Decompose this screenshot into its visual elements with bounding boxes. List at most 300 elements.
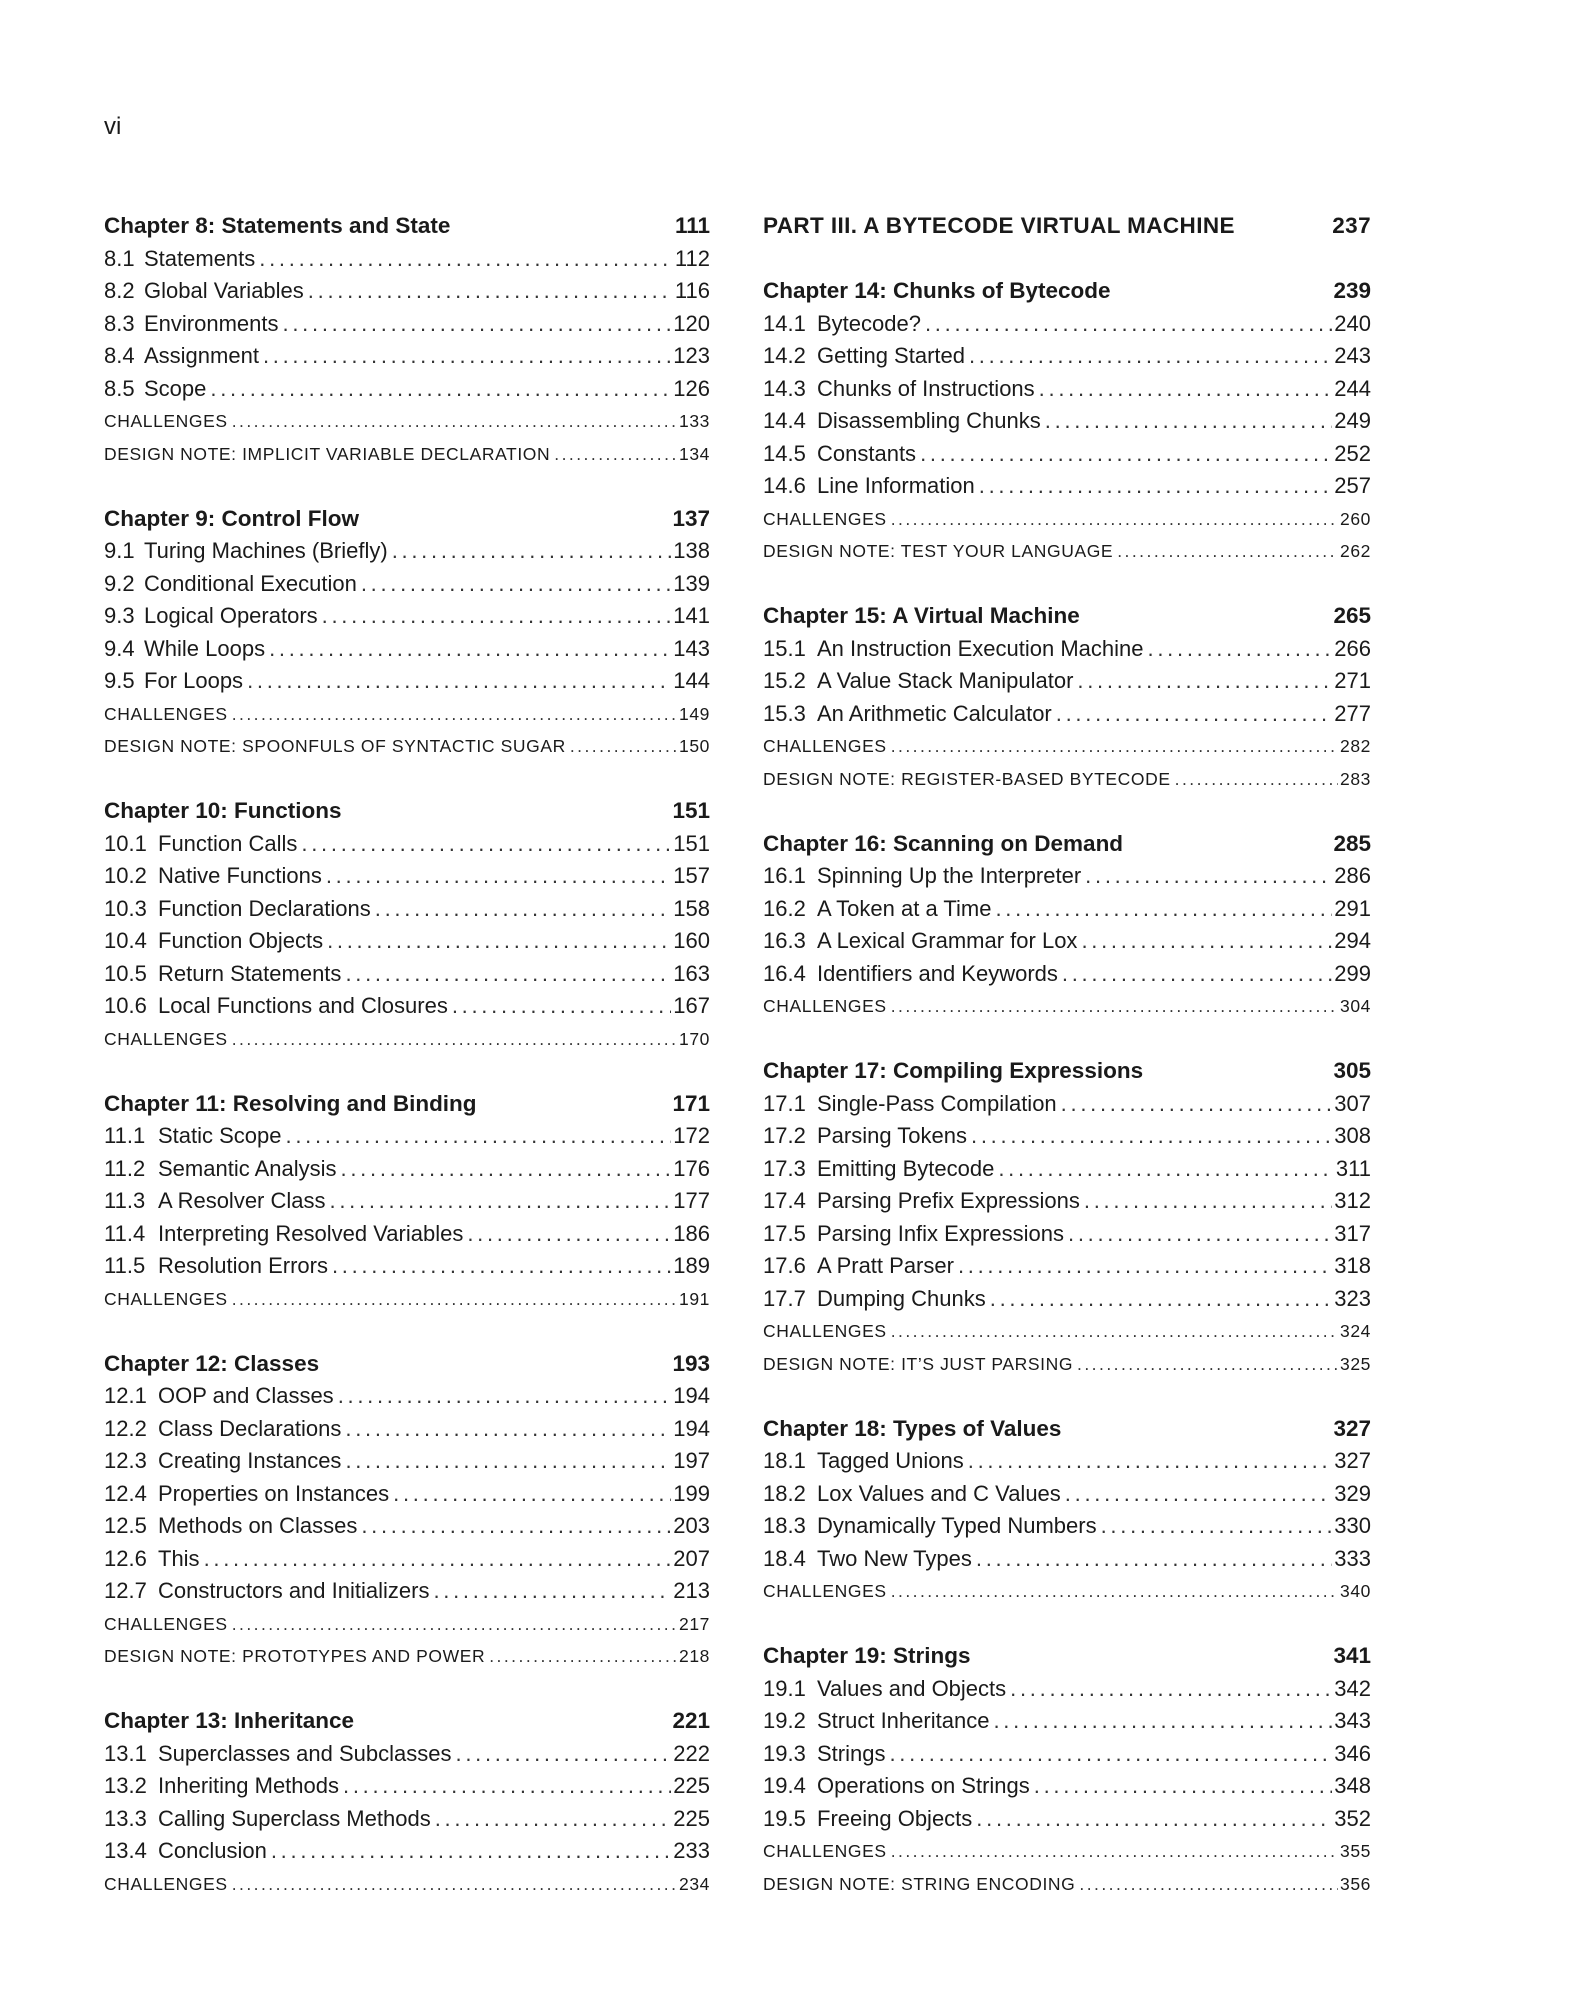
chapter-heading[interactable] <box>763 600 1371 633</box>
page-ref: 346 <box>1334 1740 1371 1766</box>
entry-title: DESIGN NOTE: REGISTER-BASED BYTECODE <box>763 768 1171 789</box>
dot-leader <box>1061 1088 1333 1121</box>
dot-leader <box>1117 535 1338 568</box>
section-number: 12.2 <box>104 1415 147 1441</box>
toc-entry[interactable] <box>104 535 710 568</box>
section-number: 13.2 <box>104 1773 147 1798</box>
dot-leader <box>891 1315 1338 1348</box>
toc-entry[interactable] <box>763 1770 1371 1803</box>
page-ref: 144 <box>673 668 710 693</box>
toc-entry[interactable] <box>104 1803 710 1836</box>
toc-entry[interactable] <box>104 860 710 893</box>
entry-title: DESIGN NOTE: IT’S JUST PARSING <box>763 1353 1074 1374</box>
page-ref: 308 <box>1334 1123 1371 1148</box>
section-number: 16.3 <box>763 928 806 953</box>
section-number: 11.5 <box>104 1253 146 1278</box>
dot-leader <box>326 860 671 893</box>
entry-title: Line Information <box>817 473 975 498</box>
section-number: 9.2 <box>104 570 135 596</box>
toc-entry[interactable] <box>104 308 710 341</box>
page-ref: 329 <box>1334 1480 1371 1506</box>
toc-entry[interactable] <box>104 340 710 373</box>
chapter-block <box>763 1055 1371 1380</box>
toc-extra-entry[interactable] <box>763 1868 1371 1901</box>
page-ref: 217 <box>679 1613 710 1634</box>
toc-entry[interactable] <box>104 1445 710 1478</box>
page-ref: 327 <box>1334 1448 1371 1473</box>
section-number: 12.5 <box>104 1513 147 1538</box>
entry-title: Logical Operators <box>144 603 318 628</box>
entry-title: Function Objects <box>158 928 324 953</box>
toc-extra-entry[interactable] <box>763 503 1371 536</box>
entry-title: Chunks of Instructions <box>817 375 1035 401</box>
section-number: 14.2 <box>763 343 806 368</box>
toc-extra-entry[interactable] <box>763 1835 1371 1868</box>
entry-title: Getting Started <box>817 343 965 368</box>
section-number: 10.4 <box>104 928 147 953</box>
dot-leader <box>467 1218 671 1251</box>
dot-leader <box>1068 1218 1332 1251</box>
entry-title: Operations on Strings <box>817 1773 1030 1798</box>
toc-entry[interactable] <box>104 828 710 861</box>
page-ref: 271 <box>1334 668 1371 693</box>
section-number: 11.2 <box>104 1155 146 1181</box>
chapter-title: Chapter 16: Scanning on Demand <box>763 830 1124 856</box>
chapter-block <box>104 1348 710 1673</box>
toc-extra-entry[interactable] <box>104 1608 710 1641</box>
chapter-heading[interactable] <box>104 1705 710 1738</box>
toc-entry[interactable] <box>763 405 1371 438</box>
chapter-title: Chapter 15: A Virtual Machine <box>763 603 1080 628</box>
entry-title: Disassembling Chunks <box>817 408 1041 433</box>
page-ref: 352 <box>1334 1805 1371 1831</box>
page-ref: 221 <box>672 1708 710 1733</box>
toc-extra-entry[interactable] <box>104 698 710 731</box>
dot-leader <box>925 308 1332 341</box>
toc-entry[interactable] <box>763 1218 1371 1251</box>
entry-title: Values and Objects <box>817 1675 1007 1701</box>
dot-leader <box>361 1510 671 1543</box>
dot-leader <box>990 1283 1333 1316</box>
toc-entry[interactable] <box>104 373 710 406</box>
section-number: 8.2 <box>104 278 135 303</box>
toc-entry[interactable] <box>763 1088 1371 1121</box>
toc-entry[interactable] <box>763 1120 1371 1153</box>
section-number: 15.3 <box>763 700 806 726</box>
toc-entry[interactable] <box>763 1705 1371 1738</box>
toc-entry[interactable] <box>763 925 1371 958</box>
page-ref: 194 <box>673 1383 710 1408</box>
page-ref: 343 <box>1334 1708 1371 1733</box>
dot-leader <box>979 470 1333 503</box>
toc-entry[interactable] <box>104 1738 710 1771</box>
chapter-block <box>763 1640 1371 1900</box>
section-number: 14.3 <box>763 375 806 401</box>
toc-entry[interactable] <box>104 1478 710 1511</box>
dot-leader <box>263 340 671 373</box>
dot-leader <box>1062 958 1332 991</box>
section-number: 13.4 <box>104 1838 147 1863</box>
page-ref: 233 <box>673 1838 710 1863</box>
entry-title: DESIGN NOTE: TEST YOUR LANGUAGE <box>763 541 1114 561</box>
entry-title: For Loops <box>144 668 244 693</box>
chapter-title: Chapter 19: Strings <box>763 1643 971 1668</box>
toc-entry[interactable] <box>763 470 1371 503</box>
dot-leader <box>1065 1478 1332 1511</box>
toc-extra-entry[interactable] <box>104 1023 710 1056</box>
dot-leader <box>993 1705 1332 1738</box>
dot-leader <box>232 1023 677 1056</box>
toc-entry[interactable] <box>763 373 1371 406</box>
toc-entry[interactable] <box>763 1510 1371 1543</box>
page-ref: 325 <box>1340 1353 1371 1374</box>
entry-title: Parsing Prefix Expressions <box>817 1188 1080 1213</box>
toc-entry[interactable] <box>763 1445 1371 1478</box>
toc-entry[interactable] <box>104 633 710 666</box>
dot-leader <box>322 600 672 633</box>
dot-leader <box>392 535 672 568</box>
dot-leader <box>343 1770 671 1803</box>
toc-entry[interactable] <box>104 600 710 633</box>
chapter-heading[interactable] <box>763 275 1371 308</box>
page-ref: 151 <box>672 798 710 823</box>
toc-extra-entry[interactable] <box>763 763 1371 796</box>
entry-title: Environments <box>144 310 279 336</box>
toc-extra-entry[interactable] <box>763 1315 1371 1348</box>
section-number: 11.3 <box>104 1188 146 1213</box>
toc-extra-entry[interactable] <box>104 1868 710 1901</box>
section-number: 17.7 <box>763 1285 806 1311</box>
toc-entry[interactable] <box>104 990 710 1023</box>
entry-title: CHALLENGES <box>104 1288 228 1309</box>
dot-leader <box>259 243 673 276</box>
page-ref: 318 <box>1334 1253 1371 1278</box>
entry-title: Two New Types <box>817 1545 972 1571</box>
chapter-heading[interactable] <box>763 828 1371 861</box>
part-heading[interactable] <box>763 210 1371 243</box>
entry-title: Parsing Infix Expressions <box>817 1220 1064 1246</box>
chapter-block <box>104 210 710 470</box>
chapter-heading[interactable] <box>104 210 710 243</box>
section-number: 19.5 <box>763 1805 806 1831</box>
page-ref: 304 <box>1340 996 1371 1016</box>
page-ref: 356 <box>1340 1873 1371 1894</box>
section-number: 10.1 <box>104 830 147 856</box>
page-ref: 123 <box>673 343 710 368</box>
toc-extra-entry[interactable] <box>104 1283 710 1316</box>
toc-entry[interactable] <box>763 308 1371 341</box>
chapter-heading[interactable] <box>763 1640 1371 1673</box>
chapter-heading[interactable] <box>104 1088 710 1121</box>
toc-entry[interactable] <box>104 1380 710 1413</box>
entry-title: An Instruction Execution Machine <box>817 635 1144 661</box>
page-ref: 239 <box>1333 278 1371 303</box>
page-ref: 243 <box>1334 343 1371 368</box>
entry-title: CHALLENGES <box>763 996 887 1016</box>
entry-title: CHALLENGES <box>763 1841 887 1861</box>
entry-title: Resolution Errors <box>158 1253 328 1278</box>
entry-title: CHALLENGES <box>104 1028 228 1049</box>
toc-entry[interactable] <box>104 665 710 698</box>
page-ref: 120 <box>673 310 710 336</box>
toc-entry[interactable] <box>763 665 1371 698</box>
toc-extra-entry[interactable] <box>763 535 1371 568</box>
page-ref: 244 <box>1334 375 1371 401</box>
section-number: 8.3 <box>104 310 135 336</box>
chapter-title: Chapter 10: Functions <box>104 798 342 823</box>
chapter-block <box>104 503 710 763</box>
dot-leader <box>393 1478 671 1511</box>
toc-entry[interactable] <box>104 1510 710 1543</box>
page-ref: 150 <box>679 736 710 756</box>
toc-entry[interactable] <box>763 1673 1371 1706</box>
entry-title: Bytecode? <box>817 310 921 336</box>
toc-entry[interactable] <box>104 1575 710 1608</box>
dot-leader <box>345 1445 671 1478</box>
entry-title: CHALLENGES <box>763 1581 887 1601</box>
entry-title: Single-Pass Compilation <box>817 1090 1057 1116</box>
page-ref: 116 <box>674 278 710 303</box>
entry-title: Inheriting Methods <box>158 1773 339 1798</box>
toc-extra-entry[interactable] <box>104 1640 710 1673</box>
section-number: 13.3 <box>104 1805 147 1831</box>
section-number: 17.6 <box>763 1253 806 1278</box>
chapter-title: Chapter 9: Control Flow <box>104 505 359 531</box>
page-ref: 137 <box>672 505 710 531</box>
chapter-block <box>104 1705 710 1900</box>
section-number: 18.2 <box>763 1480 806 1506</box>
entry-title: Interpreting Resolved Variables <box>158 1220 464 1246</box>
page-ref: 203 <box>673 1513 710 1538</box>
section-number: 17.3 <box>763 1155 806 1181</box>
dot-leader <box>489 1640 677 1673</box>
page-ref: 189 <box>673 1253 710 1278</box>
toc-extra-entry[interactable] <box>763 1348 1371 1381</box>
toc-entry[interactable] <box>763 860 1371 893</box>
toc-entry[interactable] <box>104 275 710 308</box>
entry-title: Conclusion <box>158 1838 267 1863</box>
entry-title: Freeing Objects <box>817 1805 973 1831</box>
toc-extra-entry[interactable] <box>763 1575 1371 1608</box>
page-ref: 225 <box>673 1773 710 1798</box>
toc-entry[interactable] <box>104 1120 710 1153</box>
section-number: 19.3 <box>763 1740 806 1766</box>
toc-entry[interactable] <box>763 1738 1371 1771</box>
dot-leader <box>1045 405 1333 438</box>
toc-entry[interactable] <box>104 1218 710 1251</box>
page-ref: 222 <box>673 1740 710 1766</box>
chapter-heading[interactable] <box>763 1413 1371 1446</box>
toc-entry[interactable] <box>104 1835 710 1868</box>
dot-leader <box>283 308 672 341</box>
dot-leader <box>338 1380 672 1413</box>
toc-entry[interactable] <box>104 243 710 276</box>
section-number: 17.1 <box>763 1090 806 1116</box>
toc-extra-entry[interactable] <box>104 730 710 763</box>
section-number: 15.2 <box>763 668 806 693</box>
toc-entry[interactable] <box>104 1185 710 1218</box>
chapter-block <box>763 275 1371 568</box>
entry-title: Function Declarations <box>158 895 371 921</box>
dot-leader <box>971 1120 1332 1153</box>
dot-leader <box>1085 860 1332 893</box>
toc-entry[interactable] <box>104 568 710 601</box>
page-ref: 225 <box>673 1805 710 1831</box>
dot-leader <box>1039 373 1333 406</box>
dot-leader <box>452 990 671 1023</box>
toc-entry[interactable] <box>763 1185 1371 1218</box>
entry-title: Function Calls <box>158 830 298 856</box>
entry-title: CHALLENGES <box>763 736 887 756</box>
chapter-heading[interactable] <box>763 1055 1371 1088</box>
page-ref: 213 <box>673 1578 710 1603</box>
dot-leader <box>232 1608 677 1641</box>
chapter-title: Chapter 13: Inheritance <box>104 1708 355 1733</box>
section-number: 9.3 <box>104 603 135 628</box>
toc-entry[interactable] <box>763 1283 1371 1316</box>
entry-title: A Value Stack Manipulator <box>817 668 1074 693</box>
entry-title: Native Functions <box>158 863 322 888</box>
section-number: 12.7 <box>104 1578 147 1603</box>
toc-entry[interactable] <box>763 633 1371 666</box>
toc-entry[interactable] <box>104 1153 710 1186</box>
entry-title: A Pratt Parser <box>817 1253 954 1278</box>
dot-leader <box>232 698 677 731</box>
page-ref: 260 <box>1340 508 1371 529</box>
dot-leader <box>554 438 677 471</box>
dot-leader <box>976 1543 1332 1576</box>
page-ref: 266 <box>1334 635 1371 661</box>
toc-entry[interactable] <box>763 340 1371 373</box>
page-ref: 170 <box>679 1028 710 1049</box>
section-number: 9.1 <box>104 538 135 563</box>
section-number: 8.1 <box>104 245 135 271</box>
page-ref: 133 <box>679 411 710 431</box>
page-ref: 151 <box>673 830 710 856</box>
toc-entry[interactable] <box>104 1413 710 1446</box>
page-ref: 112 <box>674 245 710 271</box>
toc-entry[interactable] <box>763 893 1371 926</box>
toc-entry[interactable] <box>104 1543 710 1576</box>
section-number: 11.4 <box>104 1220 146 1246</box>
entry-title: DESIGN NOTE: STRING ENCODING <box>763 1873 1076 1894</box>
chapter-title: Chapter 17: Compiling Expressions <box>763 1058 1144 1083</box>
section-number: 12.6 <box>104 1545 147 1571</box>
toc-entry[interactable] <box>104 893 710 926</box>
page-ref: 282 <box>1340 736 1371 756</box>
toc-entry[interactable] <box>763 1803 1371 1836</box>
toc-entry[interactable] <box>763 958 1371 991</box>
dot-leader <box>456 1738 672 1771</box>
section-number: 8.5 <box>104 375 135 401</box>
entry-title: Semantic Analysis <box>158 1155 337 1181</box>
toc-entry[interactable] <box>763 1250 1371 1283</box>
page-ref: 234 <box>679 1873 710 1894</box>
page-ref: 265 <box>1333 603 1371 628</box>
page-ref: 257 <box>1334 473 1371 498</box>
entry-title: Tagged Unions <box>817 1448 964 1473</box>
toc-extra-entry[interactable] <box>763 730 1371 763</box>
toc-entry[interactable] <box>763 1478 1371 1511</box>
dot-leader <box>332 1250 671 1283</box>
toc-entry[interactable] <box>763 1153 1371 1186</box>
toc-entry[interactable] <box>104 925 710 958</box>
toc-entry[interactable] <box>763 438 1371 471</box>
page-ref: 330 <box>1334 1513 1371 1538</box>
chapter-heading[interactable] <box>104 1348 710 1381</box>
page-ref: 348 <box>1334 1773 1371 1798</box>
chapter-heading[interactable] <box>104 795 710 828</box>
toc-extra-entry[interactable] <box>763 990 1371 1023</box>
toc-entry[interactable] <box>763 698 1371 731</box>
toc-entry[interactable] <box>104 1250 710 1283</box>
dot-leader <box>1148 633 1333 666</box>
entry-title: CHALLENGES <box>763 1321 887 1341</box>
page-ref: 194 <box>673 1415 710 1441</box>
dot-leader <box>891 1575 1338 1608</box>
entry-title: While Loops <box>144 635 266 661</box>
page-ref: 172 <box>673 1123 710 1148</box>
page-ref: 138 <box>673 538 710 563</box>
dot-leader <box>232 1868 677 1901</box>
section-number: 19.2 <box>763 1708 806 1733</box>
chapter-heading[interactable] <box>104 503 710 536</box>
dot-leader <box>375 893 672 926</box>
page-ref: 157 <box>673 863 710 888</box>
dot-leader <box>1081 925 1332 958</box>
page-ref: 167 <box>673 993 710 1018</box>
page-ref: 307 <box>1334 1090 1371 1116</box>
entry-title: Creating Instances <box>158 1448 342 1473</box>
dot-leader <box>958 1250 1332 1283</box>
dot-leader <box>345 958 671 991</box>
entry-title: Spinning Up the Interpreter <box>817 863 1082 888</box>
dot-leader <box>889 1738 1332 1771</box>
entry-title: Constructors and Initializers <box>158 1578 430 1603</box>
entry-title: Statements <box>144 245 256 271</box>
page-ref: 199 <box>673 1480 710 1506</box>
entry-title: Class Declarations <box>158 1415 342 1441</box>
toc-entry[interactable] <box>104 958 710 991</box>
entry-title: Calling Superclass Methods <box>158 1805 431 1831</box>
section-number: 17.4 <box>763 1188 806 1213</box>
entry-title: An Arithmetic Calculator <box>817 700 1052 726</box>
entry-title: DESIGN NOTE: PROTOTYPES AND POWER <box>104 1646 486 1666</box>
page-ref: 312 <box>1334 1188 1371 1213</box>
page-ref: 177 <box>673 1188 710 1213</box>
dot-leader <box>232 405 677 438</box>
entry-title: Turing Machines (Briefly) <box>144 538 388 563</box>
entry-title: Assignment <box>144 343 259 368</box>
section-number: 16.4 <box>763 960 806 986</box>
entry-title: Methods on Classes <box>158 1513 358 1538</box>
page-ref: 294 <box>1334 928 1371 953</box>
part-title: PART III. A BYTECODE VIRTUAL MACHINE <box>763 213 1235 238</box>
section-number: 15.1 <box>763 635 806 661</box>
page-ref: 111 <box>674 213 710 238</box>
page-ref: 163 <box>673 960 710 986</box>
entry-title: Emitting Bytecode <box>817 1155 995 1181</box>
page-ref: 237 <box>1332 213 1371 238</box>
dot-leader <box>891 730 1338 763</box>
section-number: 18.4 <box>763 1545 806 1571</box>
toc-extra-entry[interactable] <box>104 405 710 438</box>
page-ref: 193 <box>672 1350 710 1376</box>
entry-title: Lox Values and C Values <box>817 1480 1061 1506</box>
toc-entry[interactable] <box>763 1543 1371 1576</box>
toc-entry[interactable] <box>104 1770 710 1803</box>
toc-extra-entry[interactable] <box>104 438 710 471</box>
